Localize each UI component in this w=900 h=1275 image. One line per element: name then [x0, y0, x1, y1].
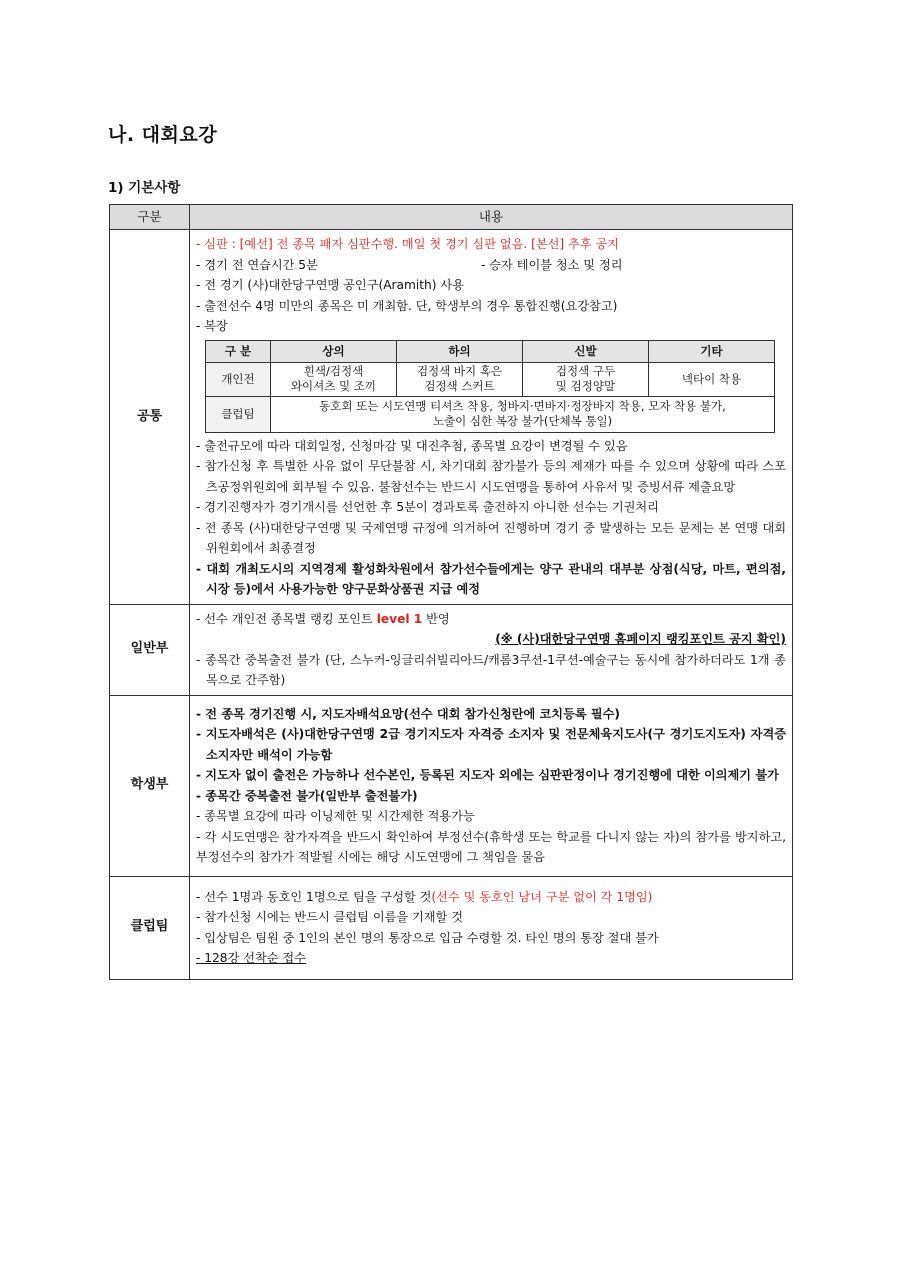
- practice-line: [196, 255, 786, 276]
- objection-line: - 지도자 없이 출전은 가능하나 선수본인, 등록된 지도자 외에는 심판판정이나 경기진행에 대한 이의제기 불가: [196, 768, 779, 782]
- header-content: 내용: [190, 205, 793, 230]
- dress-individual-top-1: 흰색/검정색: [303, 364, 364, 378]
- team-composition-text: - 선수 1명과 동호인 1명으로 팀을 구성할 것: [196, 889, 432, 904]
- dress-header-shoes: 신발: [523, 340, 649, 362]
- category-general: 일반부: [110, 604, 190, 695]
- dress-individual-shoes-2: 및 검정양말: [555, 379, 616, 393]
- coach-qualification-line: - 지도자배석은 (사)대한당구연맹 2급 경기지도자 자격증 소지자 및 전문체육지도사(구 경기도지도자) 자격증 소지자만 배석이 가능함: [196, 727, 786, 762]
- dress-individual-bottom-1: 검정색 바지 혹은: [416, 364, 503, 378]
- ranking-point-post: 반영: [422, 611, 450, 626]
- coach-required-line: - 전 종목 경기진행 시, 지도자배석요망(선수 대회 참가신청란에 코치등록 필수): [196, 706, 620, 721]
- dress-individual-etc: 넥타이 착용: [649, 362, 775, 396]
- dress-individual-shoes-1: 검정색 구두: [555, 364, 616, 378]
- dress-row-individual: 개인전: [206, 362, 271, 396]
- first-come-line: [196, 948, 786, 969]
- first-come-dash: -: [196, 951, 201, 965]
- row-student: [110, 695, 793, 876]
- header-category: 구분: [110, 205, 190, 230]
- schedule-change-line: - 출전규모에 따라 대회일정, 신청마감 및 대진추첨, 종목별 요강이 변경될 수 있음: [196, 438, 628, 453]
- winner-clean-text: - 승자 테이블 청소 및 정리: [481, 257, 623, 272]
- category-common: 공통: [110, 230, 190, 605]
- first-come-text: 128강 선착순 접수: [200, 951, 306, 965]
- rules-table: [109, 204, 793, 980]
- content-club: [190, 876, 793, 979]
- content-common: [190, 230, 793, 605]
- dress-individual-top-2: 와이셔츠 및 조끼: [290, 379, 377, 393]
- row-general: [110, 604, 793, 695]
- forfeit-line: - 경기진행자가 경기개시를 선언한 후 5분이 경과토록 출전하지 아니한 선수는 기권처리: [196, 500, 659, 514]
- inning-limit-line: - 종목별 요강에 따라 이닝제한 및 시간제한 적용가능: [196, 809, 475, 823]
- dress-club-text-1: 동호회 또는 시도연맹 티셔츠 착용, 청바지·면바지·정장바지 착용, 모자 착용 불가,: [319, 399, 726, 413]
- dress-club-text-2: 노출이 심한 복장 불가(단체복 통일): [432, 414, 613, 428]
- club-name-line: - 참가신청 시에는 반드시 클럽팀 이름을 기재할 것: [196, 910, 463, 924]
- dress-individual-bottom-2: 검정색 스커트: [424, 379, 495, 393]
- prize-account-line: - 입상팀은 팀원 중 1인의 본인 명의 통장으로 입금 수령할 것. 타인 명의 통장 절대 불가: [196, 930, 659, 945]
- ranking-level: level 1: [376, 611, 423, 626]
- student-duplicate-line: - 종목간 중복출전 불가(일반부 출전불가): [196, 788, 418, 803]
- dress-individual-bottom: [397, 362, 523, 396]
- referee-line: - 심판 : [예선] 전 종목 패자 심판수행. 매일 첫 경기 심판 없음. [본선] 추후 공지: [196, 237, 620, 251]
- dress-row-club: 클럽팀: [206, 396, 271, 432]
- category-student: 학생부: [110, 695, 190, 876]
- dress-line: - 복장: [196, 319, 228, 333]
- practice-text: - 경기 전 연습시간 5분: [196, 257, 318, 272]
- dress-code-table: [205, 340, 775, 433]
- team-composition-note: (선수 및 동호인 남녀 구분 없이 각 1명임): [431, 889, 653, 904]
- dress-header-bottom: 하의: [397, 340, 523, 362]
- row-club: [110, 876, 793, 979]
- regulation-line: - 전 종목 (사)대한당구연맹 및 국제연맹 규정에 의거하여 진행하며 경기 중 발생하는 모든 문제는 본 연맹 대회위원회에서 최종결정: [196, 520, 786, 555]
- dress-individual-top: [271, 362, 397, 396]
- content-general: [190, 604, 793, 695]
- ranking-point-line: [196, 609, 786, 630]
- min-players-line: - 출전선수 4명 미만의 종목은 미 개최함. 단, 학생부의 경우 통합진행(요강참고): [196, 298, 618, 313]
- dress-header-top: 상의: [271, 340, 397, 362]
- eligibility-line: - 각 시도연맹은 참가자격을 반드시 확인하여 부정선수(휴학생 또는 학교를 다니지 않는 자)의 참가를 방지하고, 부정선수의 참가가 적발될 시에는 해당 시도연맹에 그 책임을 물음: [196, 829, 786, 864]
- voucher-line: - 대회 개최도시의 지역경제 활성화차원에서 참가선수들에게는 양구 관내의 대부분 상점(식당, 마트, 편의점, 시장 등)에서 사용가능한 양구문화상품권 지급 예정: [196, 561, 786, 596]
- no-show-line: - 참가신청 후 특별한 사유 없이 무단불참 시, 차기대회 참가불가 등의 제재가 따를 수 있으며 상황에 따라 스포츠공정위원회에 회부될 수 있음. 불참선수는 반드시 시도연맹을 통하여 사유서 및 증빙서류 제출요망: [196, 459, 786, 494]
- dress-header-category: 구 분: [206, 340, 271, 362]
- dress-individual-shoes: [523, 362, 649, 396]
- content-student: [190, 695, 793, 876]
- ranking-point-pre: - 선수 개인전 종목별 랭킹 포인트: [196, 611, 377, 626]
- duplicate-entry-line: - 종목간 중복출전 불가 (단, 스누커-잉글리쉬빌리아드/캐롬3쿠션-1쿠션-예술구는 동시에 참가하더라도 1개 종목으로 간주함): [196, 652, 786, 687]
- team-composition-line: [196, 887, 786, 908]
- row-common: [110, 230, 793, 605]
- ball-line: - 전 경기 (사)대한당구연맹 공인구(Aramith) 사용: [196, 278, 464, 292]
- dress-club-text: [271, 396, 775, 432]
- ranking-notice-line: (※ (사)대한당구연맹 홈페이지 랭킹포인트 공지 확인): [495, 632, 786, 646]
- section-title: 나. 대회요강: [108, 124, 218, 146]
- dress-header-etc: 기타: [649, 340, 775, 362]
- category-club: 클럽팀: [110, 876, 190, 979]
- subsection-title: 1) 기본사항: [108, 180, 181, 196]
